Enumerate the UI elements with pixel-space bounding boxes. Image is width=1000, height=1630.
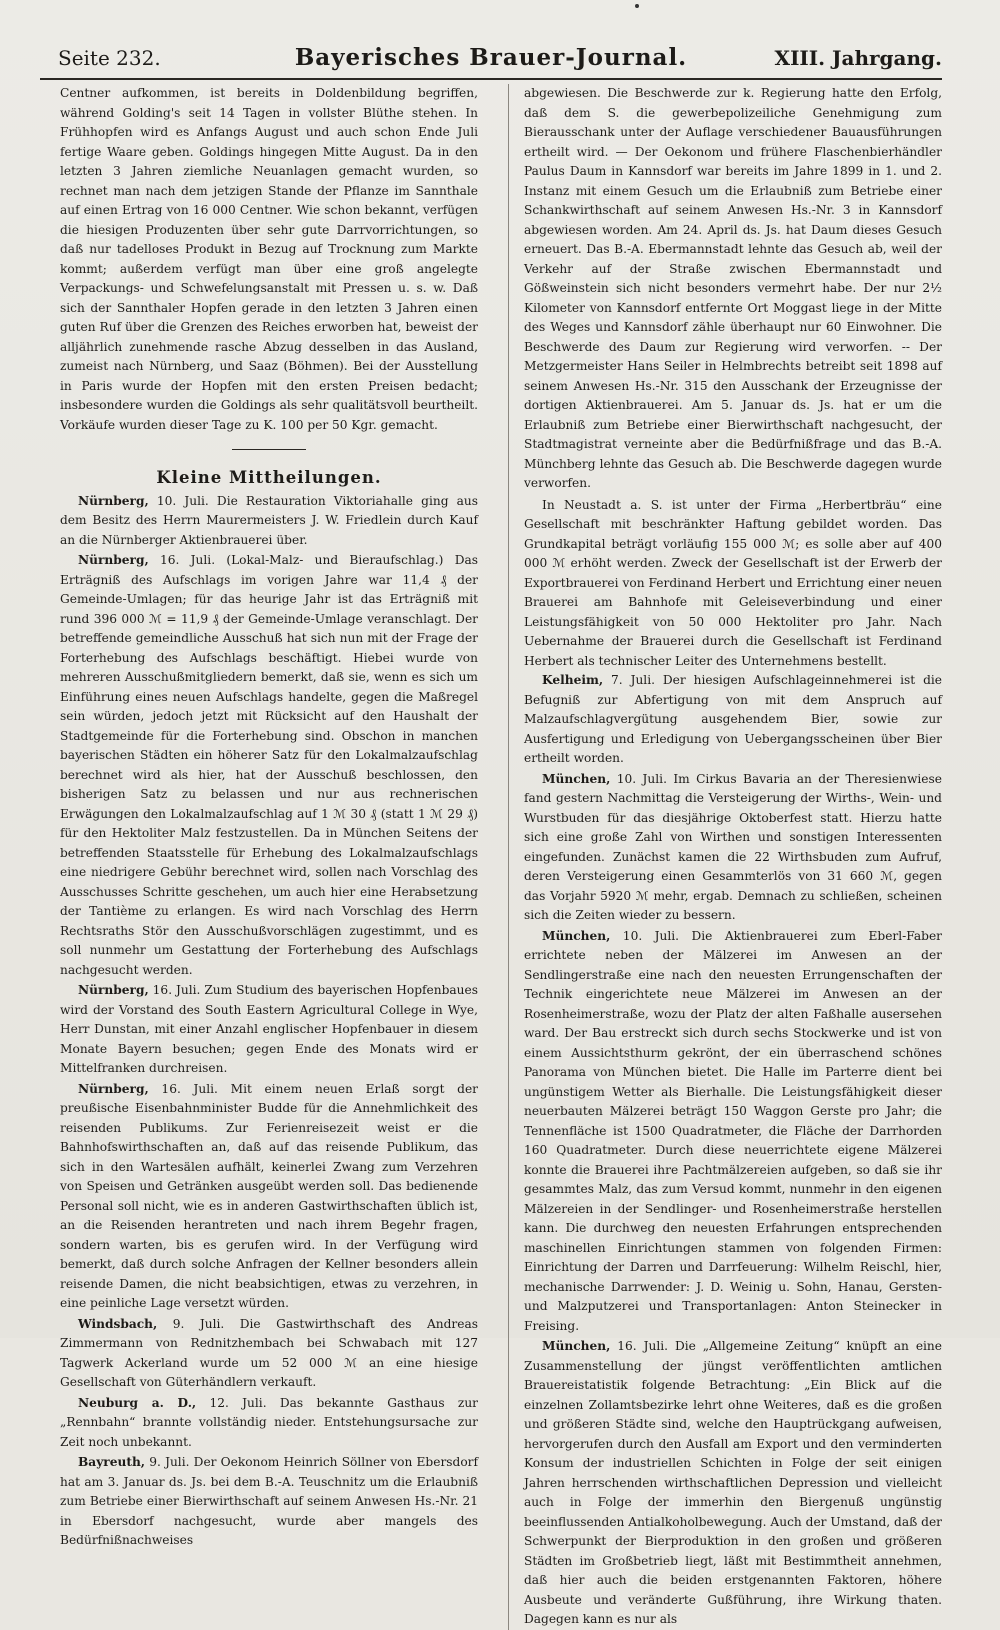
news-item-text: 10. Juli. Im Cirkus Bavaria an der Theresienwiese fand gestern Nachmittag die Versteigerung der Wirths-, Wein- und Wurstbuden für das diesjährige Oktoberfest statt. Hierzu hatte sich eine große Zahl von Wirthen und sonstigen Interessenten eingefunden. Zunächst kamen die 22 Wirthsbuden zum Aufruf, deren Versteigerung einen Gesammterlös von 31 660 ℳ, gegen das Vorjahr 5920 ℳ mehr, ergab. Demnach zu schließen, scheinen sich die Zeiten wieder zu bessern. (524, 771, 942, 922)
volume-label: XIII. Jahrgang. (774, 46, 942, 70)
news-item (524, 927, 942, 1337)
journal-title: Bayerisches Brauer-Journal. (294, 44, 688, 71)
news-item (524, 770, 942, 926)
news-item (524, 1337, 942, 1630)
news-item-text: 16. Juli. Die „Allgemeine Zeitung“ knüpft an eine Zusammenstellung der jüngst veröffentlichten amtlichen Brauereistatistik folgende Betrachtung: „Ein Blick auf die einzelnen Zollamtsbezirke lehrt ohne Weiteres, daß es die großen und größeren Städte sind, welche den Hauptrückgang aufweisen, hervorgerufen durch den Ausfall am Export und den verminderten Konsum der industriellen Schichten in Folge der seit einigen Jahren herrschenden wirthschaftlichen Depression und vielleicht auch in Folge der immerhin den Biergenuß ungünstig beeinflussenden Antialkoholbewegung. Auch der Umstand, daß der Schwerpunkt der Bierproduktion in den großen und größeren Städten im Großbetrieb liegt, läßt mit Bestimmtheit annehmen, daß hier auch die beiden erstgenannten Faktoren, höhere Ausbeute und veränderte Gußführung, ihre Wirkung thaten. Dagegen kann es nur als (524, 1339, 942, 1626)
bayreuth-continuation: abgewiesen. Die Beschwerde zur k. Regierung hatte den Erfolg, daß dem S. die gewerbepolizeiliche Genehmigung zum Bierausschank unter der Auflage verschiedener Bauausführungen ertheilt wird. — Der Oekonom und frühere Flaschenbierhändler Paulus Daum in Kannsdorf war bereits im Jahre 1899 in 1. und 2. Instanz mit einem Gesuch um die Erlaubniß zum Betriebe einer Schankwirthschaft auf seinem Anwesen Hs.-Nr. 3 in Kannsdorf abgewiesen worden. Am 24. April ds. Js. hat Daum dieses Gesuch erneuert. Das B.-A. Ebermannstadt lehnte das Gesuch ab, weil der Verkehr auf der Straße zwischen Ebermannstadt und Gößweinstein sich nicht besonders vermehrt habe. Der nur 2½ Kilometer von Kannsdorf entfernte Ort Moggast liege in der Mitte des Weges und Kannsdorf zähle überhaupt nur 60 Einwohner. Die Beschwerde des Daum zur Regierung wird verworfen. -- Der Metzgermeister Hans Seiler in Helmbrechts betreibt seit 1898 auf seinem Anwesen Hs.-Nr. 315 den Ausschank der Erzeugnisse der dortigen Aktienbrauerei. Am 5. Januar ds. Js. hat er um die Erlaubniß zum Betriebe einer Bierwirthschaft nachgesucht, der Stadtmagistrat verneinte aber die Bedürfnißfrage und das B.-A. Münchberg lehnte das Gesuch ab. Die Beschwerde dagegen wurde verworfen. (524, 86, 942, 490)
news-item-text: 16. Juli. (Lokal-Malz- und Bieraufschlag.) Das Erträgniß des Aufschlags im vorigen Jahre war 11,4 ₰ der Gemeinde-Umlagen; für das heurige Jahr ist das Erträgniß mit rund 396 000 ℳ = 11,9 ₰ der Gemeinde-Umlage veranschlagt. Der betreffende gemeindliche Ausschuß hat sich nun mit der Frage der Forterhebung des Aufschlags beschäftigt. Hiebei wurde von mehreren Ausschußmitgliedern bemerkt, daß sie, wenn es sich um Einführung eines neuen Aufschlags handelte, gegen die Maßregel sein würden, jedoch jetzt mit Rücksicht auf den Haushalt der Stadtgemeinde für die Forterhebung sind. Obschon in manchen bayerischen Städten ein höherer Satz für den Lokalmalzaufschlag berechnet wird als hier, hat der Ausschuß beschlossen, den bisherigen Satz zu belassen und nur aus rechnerischen Erwägungen den Lokalmalzaufschlag auf 1 ℳ 30 ₰ (statt 1 ℳ 29 ₰) für den Hektoliter Malz festzustellen. Da in München Seitens der betreffenden Staatsstelle für Erhebung des Lokalmalzaufschlags eine niedrigere Gebühr berechnet wird, sollen nach Vorschlag des Ausschusses Schritte geschehen, um auch hier eine Herabsetzung der Tantième zu erlangen. Es wird nach Vorschlag des Herrn Rechtsraths Stör den Ausschußvorschlägen zugestimmt, und es soll nunmehr um Gestattung der Forterhebung des Aufschlags nachgesucht werden. (60, 553, 478, 977)
news-item-place: München, (542, 1339, 611, 1353)
right-news-items (524, 671, 942, 1630)
print-speck (635, 4, 639, 8)
page-header (40, 44, 942, 80)
news-item (60, 1453, 478, 1551)
hop-report-continuation: Centner aufkommen, ist bereits in Doldenbildung begriffen, während Golding's seit 14 Tagen in vollster Blüthe stehen. In Frühhopfen wird es Anfangs August und auch schon Ende Juli fertige Waare geben. Goldings hingegen Mitte August. Da in den letzten 3 Jahren ziemliche Neuanlagen gemacht wurden, so rechnet man nach dem jetzigen Stande der Pflanze im Sannthale auf einen Ertrag von 16 000 Centner. Wie schon bekannt, verfügen die hiesigen Produzenten über sehr gute Darrvorrichtungen, so daß nur tadelloses Produkt in Bezug auf Trocknung zum Markte kommt; außerdem verfügt man über eine groß angelegte Verpackungs- und Schwefelungsanstalt mit Pressen u. s. w. Daß sich der Sannthaler Hopfen gerade in den letzten 3 Jahren einen guten Ruf über die Grenzen des Reiches erworben hat, beweist der alljährlich zunehmende rasche Abzug desselben in das Ausland, zumeist nach Nürnberg, und Saaz (Böhmen). Bei der Ausstellung in Paris wurde der Hopfen mit den ersten Preisen bedacht; insbesondere wurden die Goldings als sehr qualitätsvoll beurtheilt. Vorkäufe wurden dieser Tage zu K. 100 per 50 Kgr. gemacht. (60, 86, 478, 432)
news-item-place: Nürnberg, (78, 553, 149, 567)
news-item (60, 492, 478, 551)
news-item-text: 10. Juli. Die Restauration Viktoriahalle ging aus dem Besitz des Herrn Maurermeisters J. W. Friedlein durch Kauf an die Nürnberger Aktienbrauerei über. (60, 493, 478, 547)
news-item-text: 16. Juli. Zum Studium des bayerischen Hopfenbaues wird der Vorstand des South Eastern Agricultural College in Wye, Herr Dunstan, mit einer Anzahl englischer Hopfenbauer in diesem Monate Bayern besuchen; gegen Ende des Monats wird er Mittelfranken durchreisen. (60, 983, 478, 1075)
news-item (60, 1394, 478, 1453)
news-item-place: Nürnberg, (78, 1081, 149, 1096)
news-item (60, 551, 478, 980)
news-item-text: 9. Juli. Der Oekonom Heinrich Söllner von Ebersdorf hat am 3. Januar ds. Js. bei dem B.-A. Teuschnitz um die Erlaubniß zum Betriebe einer Bierwirthschaft auf seinem Anwesen Hs.-Nr. 21 in Ebersdorf nachgesucht, wurde aber mangels des Bedürfnißnachweises (60, 1455, 478, 1547)
news-item-place: Neuburg a. D., (78, 1395, 197, 1410)
news-item-place: Windsbach, (78, 1316, 158, 1331)
news-item-text: 10. Juli. Die Aktienbrauerei zum Eberl-Faber errichtete neben der Mälzerei im Anwesen an der Sendlingerstraße eine nach den neuesten Errungenschaften der Technik eingerichtete neue Mälzerei im Anwesen an der Rosenheimerstraße, wozu der Platz der alten Faßhalle ausersehen ward. Der Bau erstreckt sich durch sechs Stockwerke und ist von einem Aussichtsthurm gekrönt, der ein überraschend schönes Panorama von München bietet. Die Halle im Parterre dient bei ungünstigem Wetter als Bierhalle. Die Leistungsfähigkeit dieser neuerbauten Mälzerei beträgt 150 Waggon Gerste pro Jahr; die Tennenfläche ist 1500 Quadratmeter, die Fläche der Darrhorden 160 Quadratmeter. Durch diese neuerrichtete eigene Mälzerei konnte die Brauerei ihre Pachtmälzereien aufgeben, so daß sie ihr gesammtes Malz, das zum Versud kommt, nunmehr in den eigenen Mälzereien in der Sendlinger- und Rosenheimerstraße herstellen kann. Die durchweg den neuesten Erfahrungen entsprechenden maschinellen Einrichtungen stammen von folgenden Firmen: Einrichtung der Darren und Darrfeuerung: Wilhelm Reischl, hier, mechanische Darrwender: J. D. Weinig u. Sohn, Hanau, Gersten- und Malzputzerei und Transportanlagen: Anton Steinecker in Freising. (524, 928, 942, 1333)
news-item-text: 12. Juli. Das bekannte Gasthaus zur „Rennbahn“ brannte vollständig nieder. Entstehungsursache zur Zeit noch unbekannt. (60, 1395, 478, 1449)
left-column (60, 84, 478, 1630)
news-item-place: Bayreuth, (78, 1455, 146, 1469)
news-item (60, 1080, 478, 1314)
left-news-items (60, 492, 478, 1551)
news-item-place: Nürnberg, (78, 493, 149, 508)
section-title: Kleine Mittheilungen. (156, 468, 382, 487)
section-divider (232, 449, 306, 450)
right-column (508, 84, 942, 1630)
news-item-place: Nürnberg, (78, 983, 149, 997)
news-item-text: 7. Juli. Der hiesigen Aufschlageinnehmerei ist die Befugniß zur Abfertigung von mit dem Anspruch auf Malzaufschlagvergütung ausgehendem Bier, sowie zur Ausfertigung und Erledigung von Uebergangsscheinen über Bier ertheilt worden. (524, 673, 942, 765)
news-item (60, 981, 478, 1079)
news-item-place: München, (542, 928, 611, 943)
text-columns (40, 84, 942, 1630)
news-item-text: 9. Juli. Die Gastwirthschaft des Andreas Zimmermann von Rednitzhembach bei Schwabach mit 127 Tagwerk Ackerland wurde um 52 000 ℳ an eine hiesige Gesellschaft von Güterhändlern verkauft. (60, 1316, 478, 1389)
news-item (524, 671, 942, 769)
neustadt-item: In Neustadt a. S. ist unter der Firma „Herbertbräu“ eine Gesellschaft mit beschränkter Haftung gebildet worden. Das Grundkapital beträgt vorläufig 155 000 ℳ; es solle aber auf 400 000 ℳ erhöht werden. Zweck der Gesellschaft ist der Erwerb der Exportbrauerei von Ferdinand Herbert und Errichtung einer neuen Brauerei am Bahnhofe mit Geleiseverbindung und einer Leistungsfähigkeit von 50 000 Hektoliter pro Jahr. Nach Uebernahme der Brauerei durch die Gesellschaft ist Ferdinand Herbert als technischer Leiter des Unternehmens bestellt. (524, 497, 942, 668)
news-item (60, 1315, 478, 1393)
news-item-place: Kelheim, (542, 673, 604, 687)
news-item-text: 16. Juli. Mit einem neuen Erlaß sorgt der preußische Eisenbahnminister Budde für die Annehmlichkeit des reisenden Publikums. Zur Ferienreisezeit weist er die Bahnhofswirthschaften an, daß auf das reisende Publikum, das sich in den Wartesälen aufhält, keinerlei Zwang zum Verzehren von Speisen und Getränken ausgeübt werden soll. Das bedienende Personal soll nicht, wie es in anderen Gastwirthschaften üblich ist, an die Reisenden herantreten und nach ihrem Begehr fragen, sondern warten, bis es gerufen wird. In der Verfügung wird bemerkt, daß durch solche Anfragen der Kellner besonders allein reisende Damen, die nicht beabsichtigen, etwas zu verzehren, in eine peinliche Lage versetzt würden. (60, 1081, 478, 1310)
page-number: Seite 232. (58, 46, 161, 70)
news-item-place: München, (542, 771, 611, 786)
